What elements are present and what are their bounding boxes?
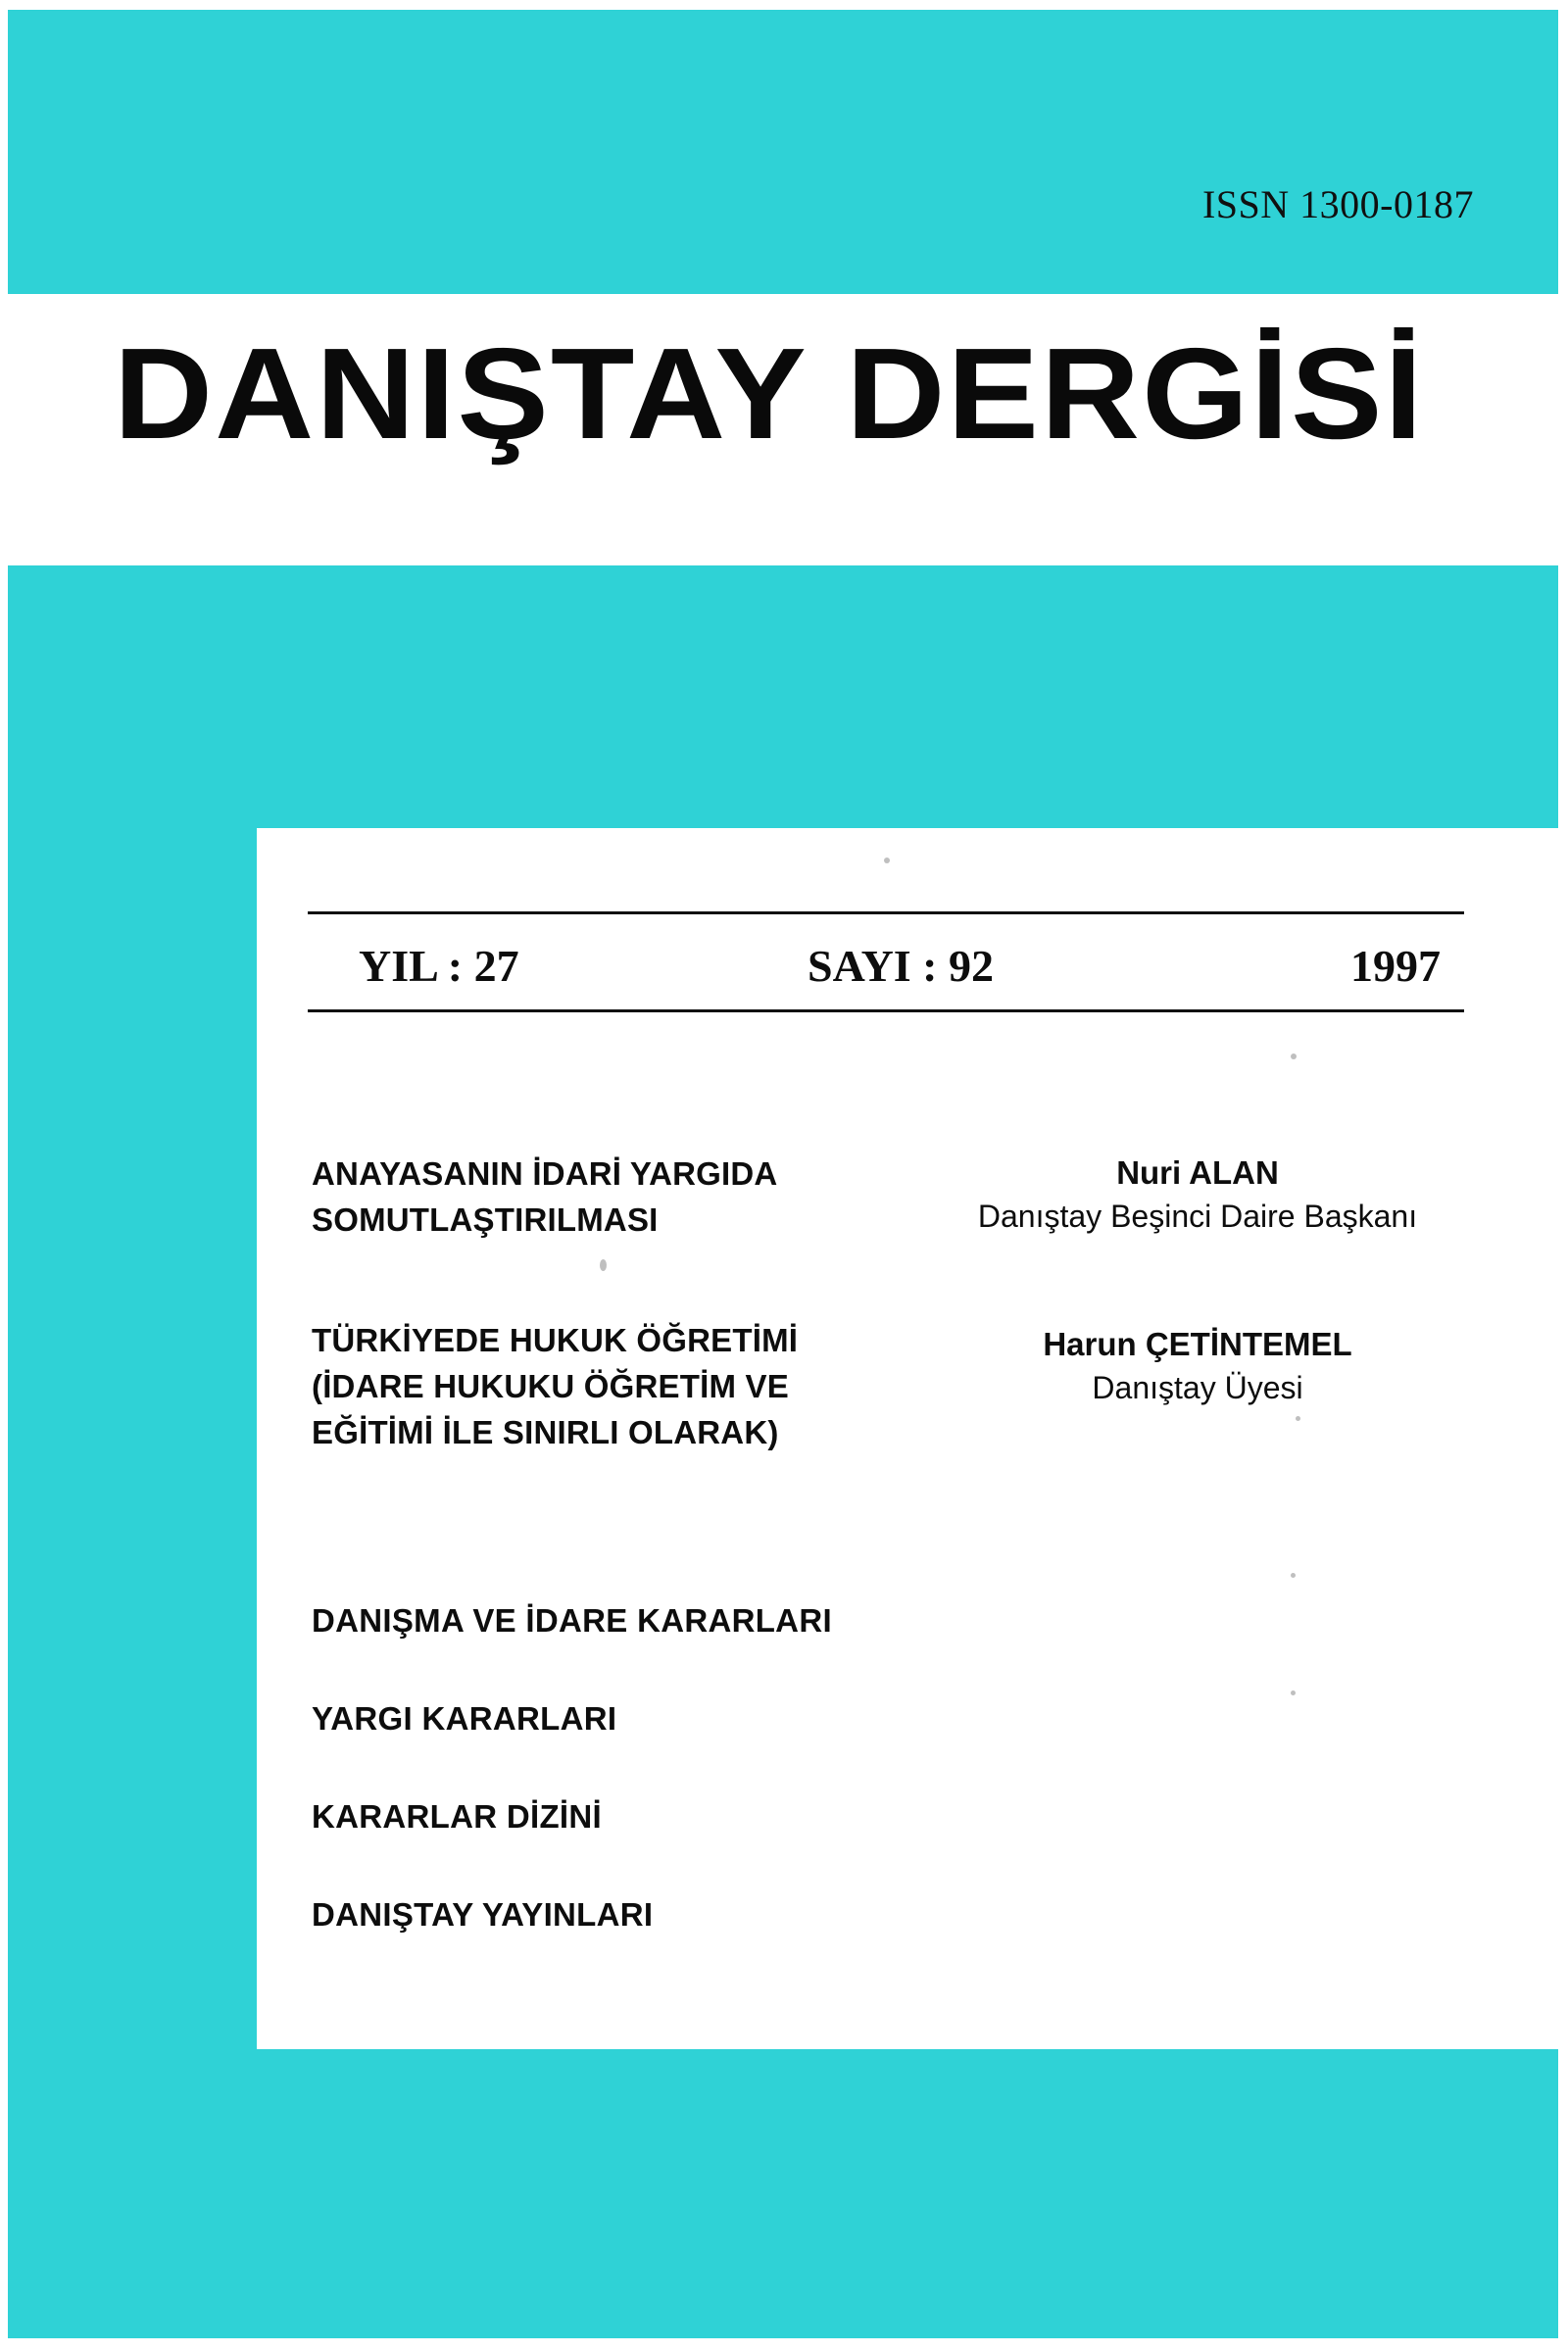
page-edge-right bbox=[1558, 0, 1568, 2352]
scan-speck bbox=[1291, 1054, 1297, 1059]
page-edge-left bbox=[0, 0, 8, 2352]
issue-number-label: SAYI : 92 bbox=[807, 940, 995, 991]
scan-speck bbox=[884, 858, 890, 863]
issn-text: ISSN 1300-0187 bbox=[1201, 182, 1474, 226]
section-item: DANIŞMA VE İDARE KARARLARI bbox=[312, 1602, 832, 1639]
article-title: TÜRKİYEDE HUKUK ÖĞRETİMİ (İDARE HUKUKU ÖĞRETİM VE EĞİTİMİ İLE SINIRLI OLARAK) bbox=[312, 1322, 799, 1450]
contents-list bbox=[257, 828, 1558, 2049]
scan-speck bbox=[1291, 1690, 1296, 1695]
section-list bbox=[312, 1602, 832, 1994]
article-author-name: Nuri ALAN bbox=[1116, 1154, 1279, 1191]
scan-speck bbox=[600, 1259, 607, 1271]
article-author-name: Harun ÇETİNTEMEL bbox=[1043, 1326, 1352, 1362]
section-item: YARGI KARARLARI bbox=[312, 1700, 617, 1737]
section-item: KARARLAR DİZİNİ bbox=[312, 1798, 602, 1835]
section-item: DANIŞTAY YAYINLARI bbox=[312, 1896, 654, 1933]
article-author-role: Danıştay Beşinci Daire Başkanı bbox=[977, 1198, 1418, 1234]
title-band bbox=[8, 294, 1558, 565]
article-author-role: Danıştay Üyesi bbox=[1092, 1369, 1303, 1405]
contents-panel bbox=[257, 828, 1558, 2049]
issue-year-label: YIL : 27 bbox=[359, 940, 519, 991]
page-edge-top bbox=[0, 0, 1568, 10]
article-author-block bbox=[884, 1323, 1511, 1409]
issue-publication-year: 1997 bbox=[1350, 940, 1441, 991]
page-edge-bottom bbox=[0, 2338, 1568, 2352]
scan-speck bbox=[1291, 1573, 1296, 1578]
article-title: ANAYASANIN İDARİ YARGIDA SOMUTLAŞTIRILMASI bbox=[312, 1155, 777, 1238]
scan-speck bbox=[1296, 1416, 1300, 1421]
journal-title: DANIŞTAY DERGİSİ bbox=[114, 321, 1425, 466]
article-author-block bbox=[884, 1152, 1511, 1238]
